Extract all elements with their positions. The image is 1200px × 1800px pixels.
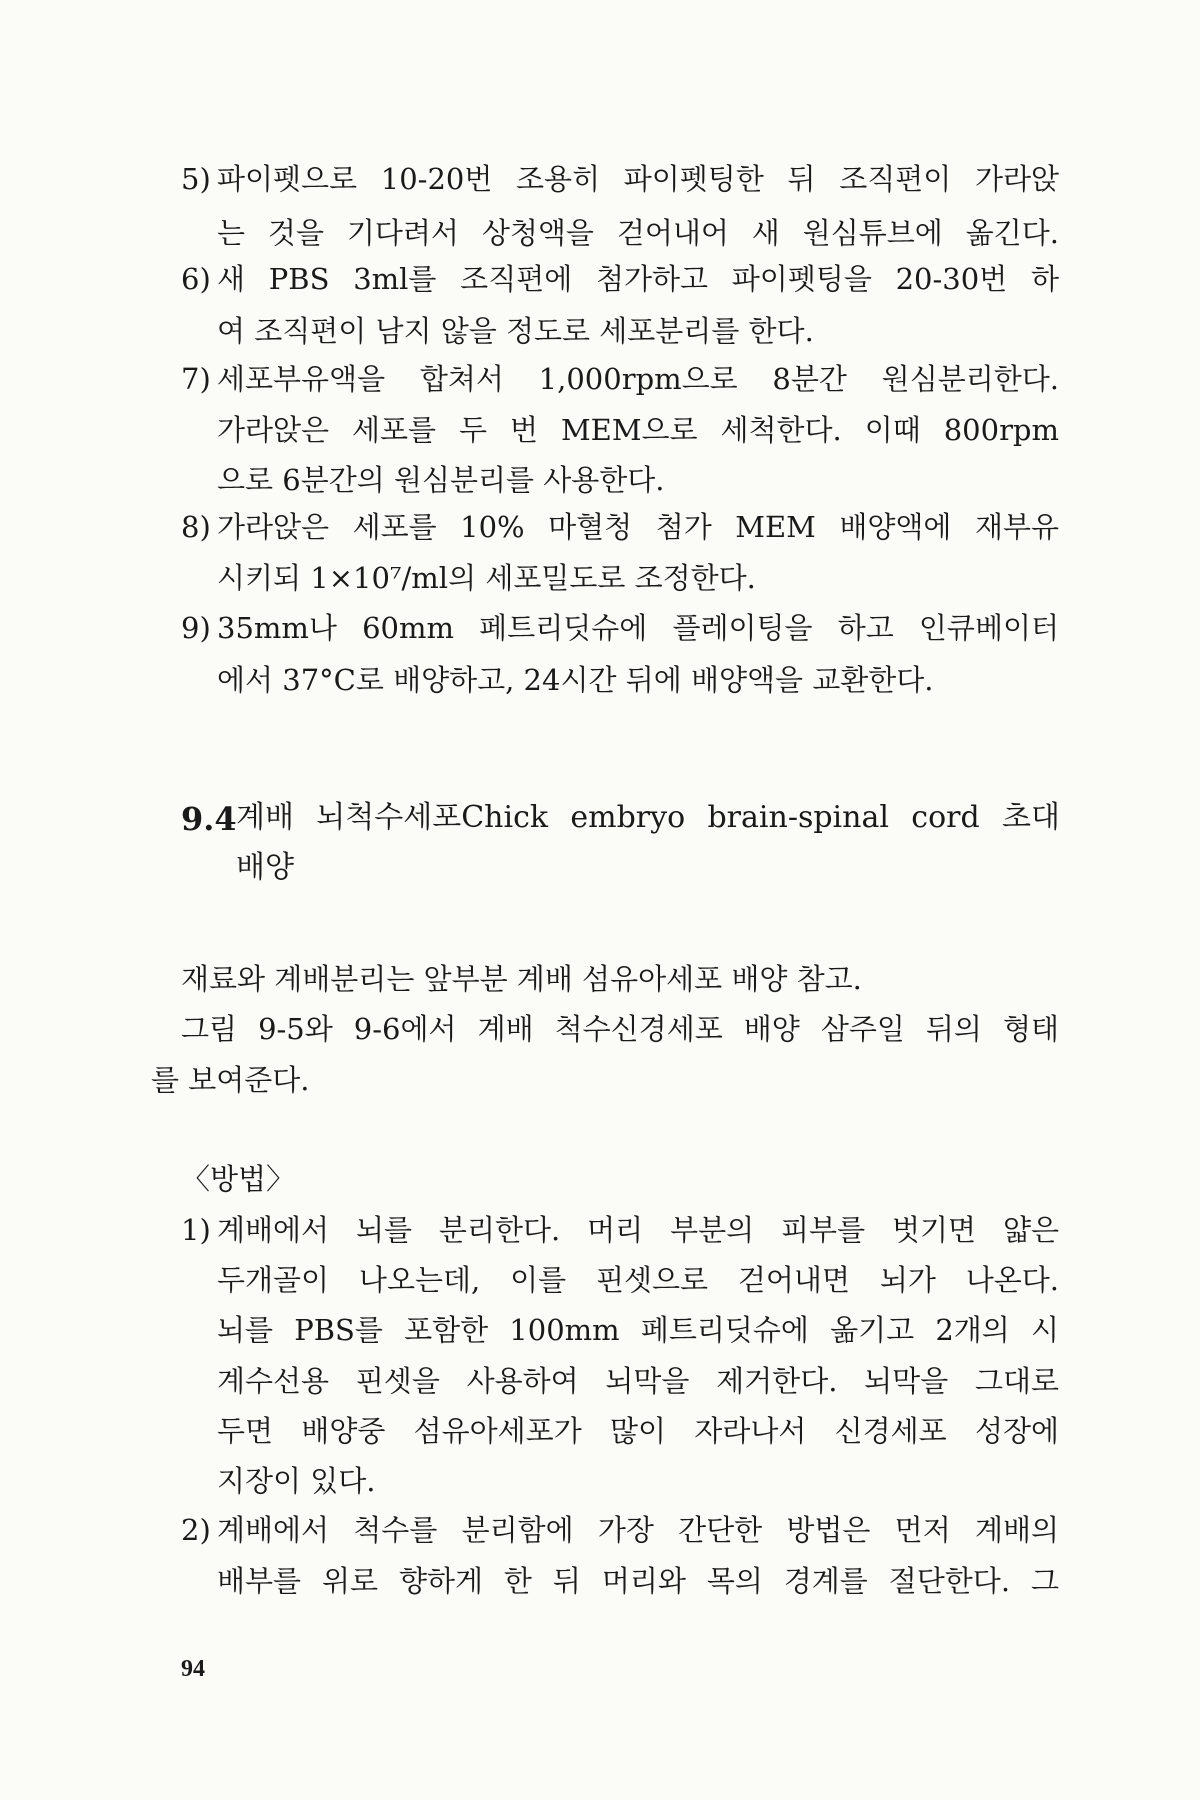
step-number: 5) (181, 162, 211, 196)
step-line: 뇌를 PBS를 포함한 100mm 페트리딧슈에 옮기고 2개의 시 (217, 1313, 1059, 1347)
step-number: 7) (181, 362, 211, 396)
step-line: 가라앉은 세포를 두 번 MEM으로 세척한다. 이때 800rpm (217, 413, 1059, 447)
section-title-line: 계배 뇌척수세포Chick embryo brain-spinal cord 초대 (236, 800, 1060, 835)
section-title-line: 배양 (236, 850, 294, 885)
step-line: 두개골이 나오는데, 이를 핀셋으로 걷어내면 뇌가 나온다. (217, 1263, 1059, 1297)
intro-line: 그림 9-5와 9-6에서 계배 척수신경세포 배양 삼주일 뒤의 형태 (181, 1012, 1059, 1046)
step-line: 파이펫으로 10-20번 조용히 파이펫팅한 뒤 조직편이 가라앉 (217, 162, 1059, 196)
step-line: 새 PBS 3ml를 조직편에 첨가하고 파이펫팅을 20-30번 하 (217, 262, 1059, 296)
step-number: 8) (181, 510, 211, 544)
step-line: 으로 6분간의 원심분리를 사용한다. (217, 463, 665, 497)
step-number: 6) (181, 262, 211, 296)
step-line: 세포부유액을 합쳐서 1,000rpm으로 8분간 원심분리한다. (217, 362, 1059, 396)
step-line: 지장이 있다. (217, 1464, 376, 1498)
step-line: 는 것을 기다려서 상청액을 걷어내어 새 원심튜브에 옮긴다. (217, 216, 1059, 250)
section-number: 9.4 (181, 800, 237, 838)
step-line: 여 조직편이 남지 않을 정도로 세포분리를 한다. (217, 314, 814, 348)
step-line: 배부를 위로 향하게 한 뒤 머리와 목의 경계를 절단한다. 그 (217, 1564, 1059, 1598)
intro-line: 를 보여준다. (151, 1063, 310, 1097)
step-line: 시키되 1×10⁷/ml의 세포밀도로 조정한다. (217, 561, 756, 595)
step-number: 9) (181, 611, 211, 645)
step-line: 에서 37°C로 배양하고, 24시간 뒤에 배양액을 교환한다. (217, 663, 934, 697)
step-line: 계배에서 뇌를 분리한다. 머리 부분의 피부를 벗기면 얇은 (217, 1213, 1059, 1247)
step-line: 계배에서 척수를 분리함에 가장 간단한 방법은 먼저 계배의 (217, 1513, 1059, 1547)
step-line: 계수선용 핀셋을 사용하여 뇌막을 제거한다. 뇌막을 그대로 (217, 1364, 1059, 1398)
step-number: 2) (181, 1513, 211, 1547)
step-line: 가라앉은 세포를 10% 마혈청 첨가 MEM 배양액에 재부유 (217, 510, 1059, 544)
method-heading: 〈방법〉 (181, 1162, 296, 1196)
page-number: 94 (181, 1656, 205, 1682)
step-line: 35mm나 60mm 페트리딧슈에 플레이팅을 하고 인큐베이터 (217, 611, 1059, 645)
step-number: 1) (181, 1213, 211, 1247)
step-line: 두면 배양중 섬유아세포가 많이 자라나서 신경세포 성장에 (217, 1414, 1059, 1448)
intro-line: 재료와 계배분리는 앞부분 계배 섬유아세포 배양 참고. (181, 962, 862, 996)
